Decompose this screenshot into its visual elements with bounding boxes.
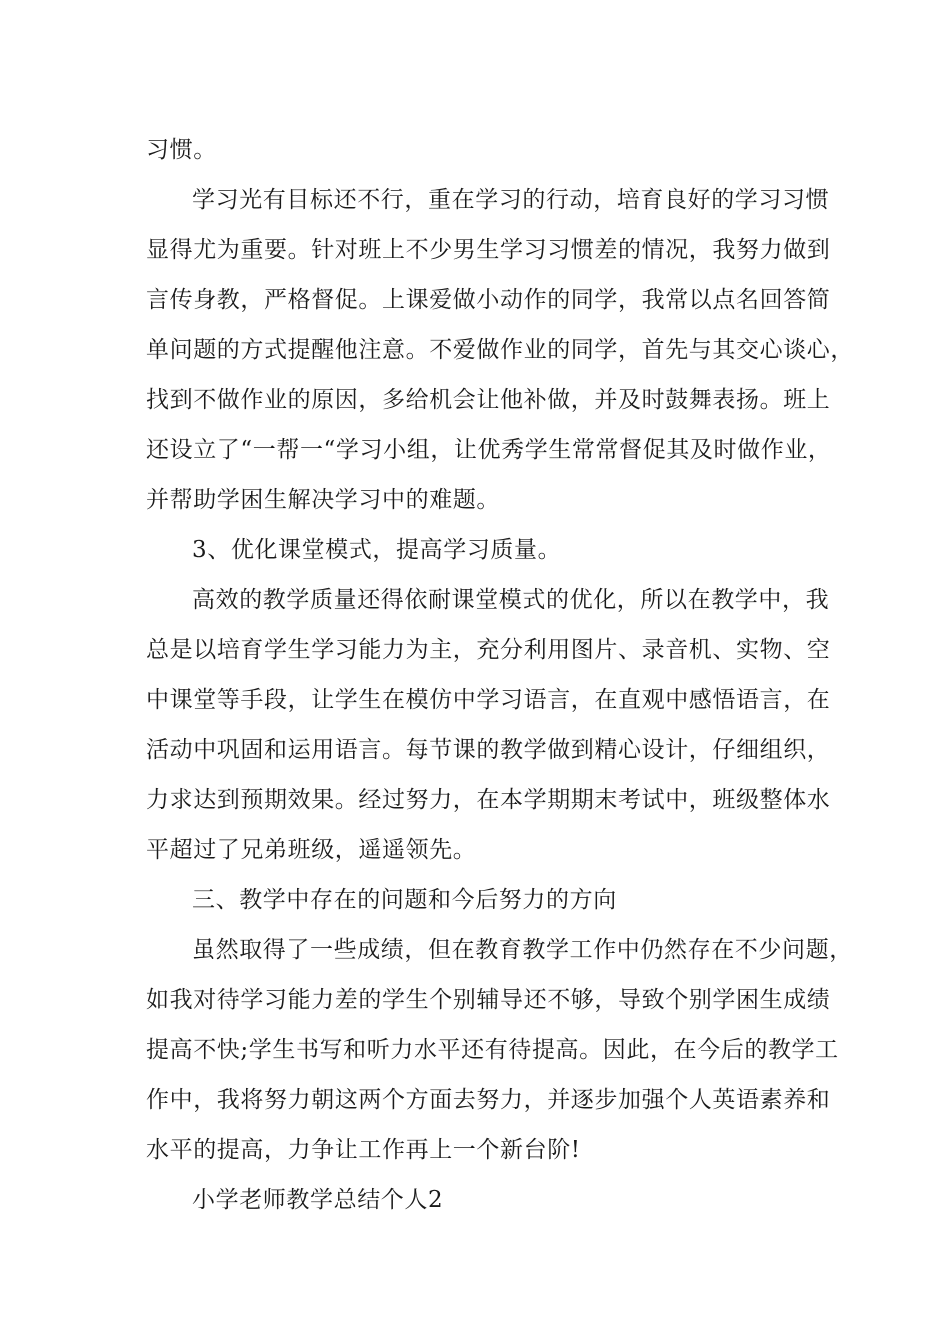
text-line-11: 总是以培育学生学习能力为主，充分利用图片、录音机、实物、空 <box>146 637 831 663</box>
text-line-7: 还设立了“一帮一“学习小组，让优秀学生常常督促其及时做作业， <box>146 437 832 463</box>
text-line-19: 提高不快;学生书写和听力水平还有待提高。因此，在今后的教学工 <box>146 1037 839 1063</box>
text-line-3: 显得尤为重要。针对班上不少男生学习习惯差的情况，我努力做到 <box>146 237 831 263</box>
text-line-6: 找到不做作业的原因，多给机会让他补做，并及时鼓舞表扬。班上 <box>146 387 831 413</box>
text-line-8: 并帮助学困生解决学习中的难题。 <box>146 487 500 513</box>
paragraph-start-line: 学习光有目标还不行，重在学习的行动，培育良好的学习习惯 <box>192 187 830 213</box>
text-line-12: 中课堂等手段，让学生在模仿中学习语言，在直观中感悟语言，在 <box>146 687 831 713</box>
text-line-21: 水平的提高，力争让工作再上一个新台阶! <box>146 1137 581 1163</box>
section-heading-three: 三、教学中存在的问题和今后努力的方向 <box>192 887 617 913</box>
section-heading-3: 3、优化课堂模式，提高学习质量。 <box>192 537 562 563</box>
text-line-20: 作中，我将努力朝这两个方面去努力，并逐步加强个人英语素养和 <box>146 1087 831 1113</box>
text-line-4: 言传身教，严格督促。上课爱做小动作的同学，我常以点名回答简 <box>146 287 831 313</box>
text-line-13: 活动中巩固和运用语言。每节课的教学做到精心设计，仔细组织， <box>146 737 831 763</box>
document-subtitle: 小学老师教学总结个人2 <box>192 1187 444 1213</box>
text-line-14: 力求达到预期效果。经过努力，在本学期期末考试中，班级整体水 <box>146 787 831 813</box>
paragraph-start-line: 高效的教学质量还得依耐课堂模式的优化，所以在教学中，我 <box>192 587 830 613</box>
paragraph-start-line: 虽然取得了一些成绩，但在教育教学工作中仍然存在不少问题， <box>192 937 853 963</box>
text-line-1: 习惯。 <box>146 137 217 163</box>
text-line-5: 单问题的方式提醒他注意。不爱做作业的同学，首先与其交心谈心， <box>146 337 854 363</box>
text-line-18: 如我对待学习能力差的学生个别辅导还不够，导致个别学困生成绩 <box>146 987 831 1013</box>
text-line-15: 平超过了兄弟班级，遥遥领先。 <box>146 837 477 863</box>
